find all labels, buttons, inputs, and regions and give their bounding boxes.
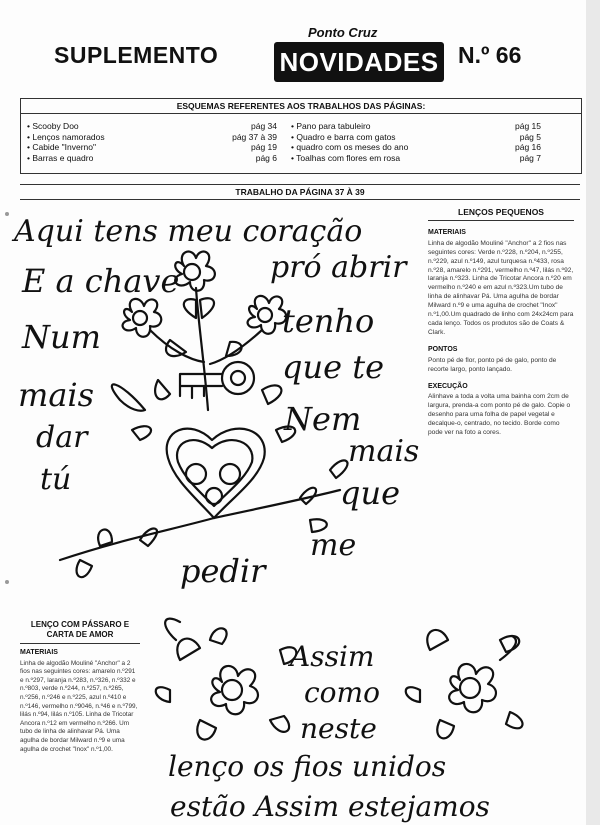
suplemento-title: SUPLEMENTO — [54, 42, 219, 68]
heart-motif — [167, 429, 265, 518]
brand-main: NOVIDADES — [274, 42, 444, 82]
script-line: que — [340, 474, 401, 512]
flower-motif-top — [175, 252, 215, 291]
script-line: lenço os fios unidos — [168, 750, 447, 783]
brand-top: Ponto Cruz — [308, 25, 378, 40]
toc-page: pág 7 — [519, 152, 541, 163]
script-line: mais — [18, 376, 95, 414]
flower-motif-left — [123, 299, 162, 337]
execucao-heading: EXECUÇÃO — [428, 382, 468, 390]
toc-label: • Cabide "Inverno" — [27, 142, 97, 152]
script-line: Nem — [284, 400, 362, 438]
script-line: que te — [282, 348, 384, 386]
execucao-text: Alinhave a toda a volta uma bainha com 2cm de largura, prenda-a com ponto pé de galo. Copie o desenho para uma folha de papel vegetal e decalque-o, centrado, no tecido. Borde como pode ver na foto a cores. — [428, 393, 571, 437]
lower-right-flower — [406, 630, 523, 738]
script-line: pedir — [180, 552, 266, 590]
section-title: LENÇO COM PÁSSARO E CARTA DE AMOR — [20, 620, 140, 644]
script-line: tú — [40, 462, 72, 497]
materiais-text: Linha de algodão Mouliné "Anchor" a 2 fios nas seguintes cores: amarelo n.º291 e n.º297, laranja n.º283, n.º326, n.º332 e n.º803, verde n.º244, n.º257, n.º265, n.º256, n.º246 e n.º225, azul n.º410 e n.º146, vermelho n.º9046, n.º46 e n.º799, lilás n.º94, lilás n.º105. Linha de Tricotar Ancora n.º12 em vermelho n.º266. Um tubo de linha de alinhavar Pá. Uma agulha de bordar Milward n.º9 e uma agulha de crochet "Inox" n.º1,00. — [20, 659, 138, 753]
toc-label: • Quadro e barra com gatos — [291, 131, 396, 142]
toc-page: pág 19 — [251, 142, 277, 152]
esquemas-title: ESQUEMAS REFERENTES AOS TRABALHOS DAS PÁGINAS: — [21, 99, 581, 114]
script-line: E a chave — [22, 262, 180, 300]
toc-page: pág 15 — [515, 121, 541, 131]
toc-label: • Pano para tabuleiro — [291, 121, 371, 131]
script-line: estão Assim estejamos — [170, 790, 490, 823]
issue-number: N.º 66 — [458, 42, 522, 68]
materiais-text: Linha de algodão Mouliné "Anchor" a 2 fios nas seguintes cores: Verde n.º228, n.º204, n.º255, n.º229, azul n.º149, azul turquesa n.º433, rosa n.º28, amarelo n.º291, vermelho n.º47, lilás n.º92, laranja n.º323. Linha de Tricotar Ancora n.º20 em vermelho n.º240 e em azul n.º323.Um tubo de linha de alinhavar Pá. Uma agulha de bordar Milward n.º9 e uma agulha de crochet "Inox" n.º1,00.Um quadrado de linho com 24x24cm para cada lenço. Todos os produtos são de Coats & Clark. — [428, 239, 574, 336]
section-title: LENÇOS PEQUENOS — [428, 208, 574, 221]
script-line: pró abrir — [270, 250, 407, 285]
toc-page: pág 6 — [255, 152, 277, 163]
toc-page: pág 5 — [519, 131, 541, 142]
toc-label: • Lenços namorados — [27, 131, 105, 142]
pontos-heading: PONTOS — [428, 345, 458, 353]
flower-motif-right — [248, 296, 287, 334]
key-motif — [180, 362, 254, 398]
pontos-text: Ponto pé de flor, ponto pé de galo, ponto de recorte largo, ponto lançado. — [428, 356, 557, 373]
lencos-pequenos-column — [428, 208, 574, 438]
script-line: mais — [348, 434, 420, 469]
toc-label: • Scooby Doo — [27, 121, 79, 131]
toc-label: • Toalhas com flores em rosa — [291, 152, 401, 163]
materiais-heading: MATERIAIS — [428, 228, 466, 236]
materiais-heading: MATERIAIS — [20, 649, 58, 656]
script-line: como — [304, 676, 380, 709]
toc-label: • Barras e quadro — [27, 152, 94, 163]
trabalho-title: TRABALHO DA PÁGINA 37 À 39 — [20, 184, 580, 200]
script-line: me — [310, 528, 357, 563]
script-line: Assim — [290, 640, 375, 673]
toc-page: pág 37 à 39 — [232, 131, 277, 142]
script-line: dar — [36, 420, 88, 455]
toc-label: • quadro com os meses do ano — [291, 142, 409, 152]
toc-page: pág 16 — [515, 142, 541, 152]
script-line: Num — [22, 318, 101, 356]
script-line: tenho — [282, 302, 375, 340]
lower-left-flower — [156, 619, 297, 740]
script-line: Aqui tens meu coração — [14, 214, 363, 249]
lenco-passaro-column — [20, 620, 140, 754]
script-line: neste — [300, 712, 377, 745]
toc-page: pág 34 — [251, 121, 277, 131]
